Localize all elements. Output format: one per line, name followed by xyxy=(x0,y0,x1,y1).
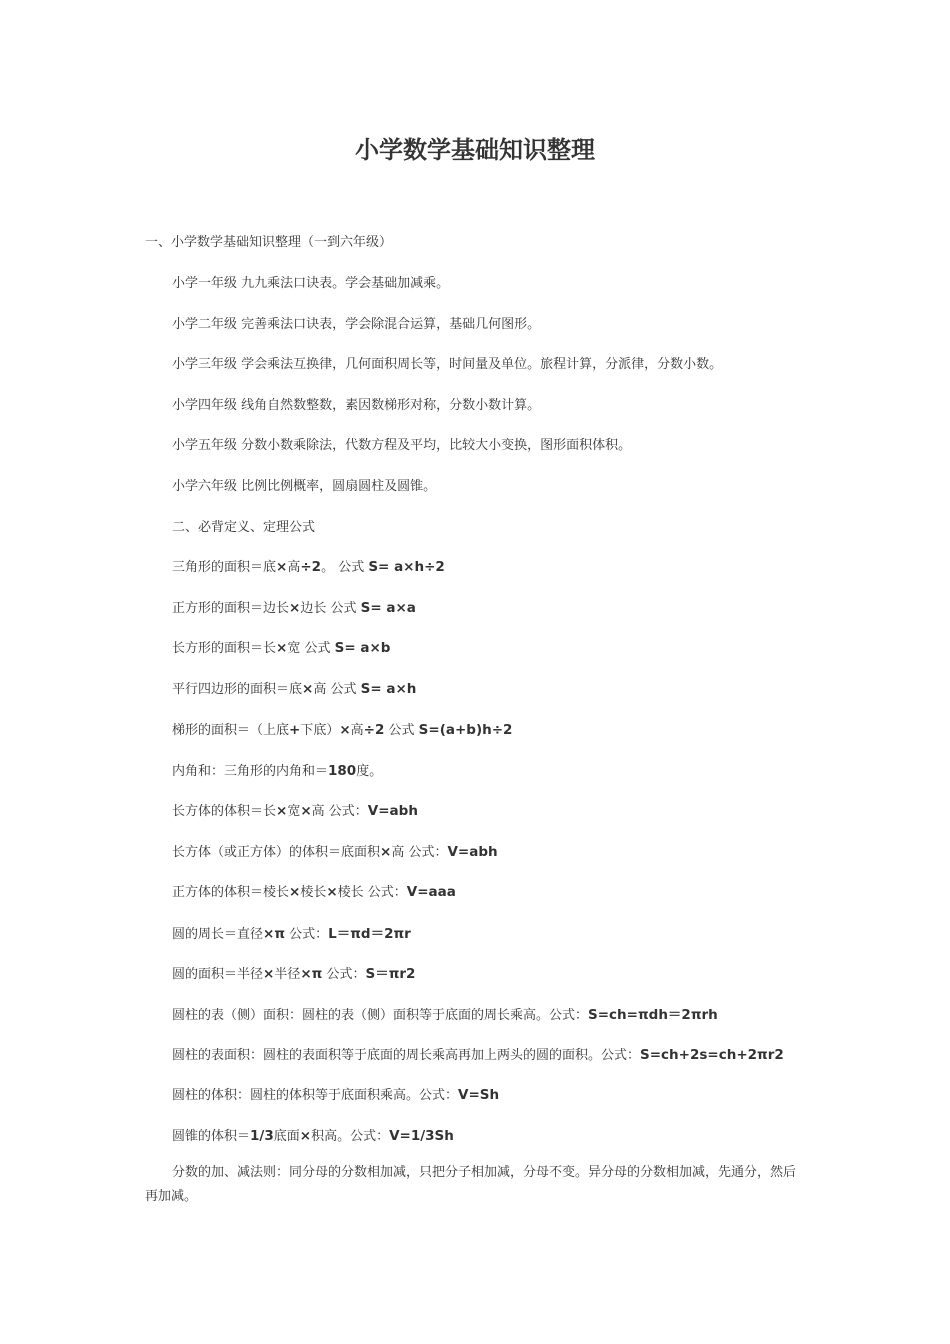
formula-cylinder-volume: 圆柱的体积：圆柱的体积等于底面积乘高。公式：V=Sh xyxy=(172,1087,500,1103)
page-title: 小学数学基础知识整理 xyxy=(355,135,595,164)
formula-prism-volume: 长方体（或正方体）的体积＝底面积×高 公式：V=abh xyxy=(172,844,498,860)
grade-line-2: 小学二年级 完善乘法口诀表，学会除混合运算，基础几何图形。 xyxy=(172,317,541,332)
grade-line-4: 小学四年级 线角自然数整数，素因数梯形对称，分数小数计算。 xyxy=(172,398,541,413)
formula-square-area: 正方形的面积＝边长×边长 公式 S= a×a xyxy=(172,600,416,616)
grade-line-1: 小学一年级 九九乘法口诀表。学会基础加减乘。 xyxy=(172,276,450,291)
grade-line-3: 小学三年级 学会乘法互换律，几何面积周长等，时间量及单位。旅程计算，分派律，分数小数。 xyxy=(172,357,723,372)
formula-cuboid-volume: 长方体的体积＝长×宽×高 公式：V=abh xyxy=(172,803,418,819)
formula-parallelogram-area: 平行四边形的面积＝底×高 公式 S= a×h xyxy=(172,681,417,697)
section-heading-2: 二、必背定义、定理公式 xyxy=(172,520,316,535)
grade-line-6: 小学六年级 比例比例概率，圆扇圆柱及圆锥。 xyxy=(172,479,437,494)
formula-trapezoid-area: 梯形的面积＝（上底+下底）×高÷2 公式 S=(a+b)h÷2 xyxy=(172,722,513,738)
formula-cylinder-surface-area: 圆柱的表面积：圆柱的表面积等于底面的周长乘高再加上两头的圆的面积。公式：S=ch+2s=ch+2πr2 xyxy=(172,1047,784,1063)
grade-line-5: 小学五年级 分数小数乘除法，代数方程及平均，比较大小变换，图形面积体积。 xyxy=(172,438,632,453)
formula-rectangle-area: 长方形的面积＝长×宽 公式 S= a×b xyxy=(172,640,391,656)
formula-circle-area: 圆的面积＝半径×半径×π 公式：S＝πr2 xyxy=(172,966,416,982)
formula-cube-volume: 正方体的体积＝棱长×棱长×棱长 公式：V=aaa xyxy=(172,884,456,900)
formula-triangle-angle-sum: 内角和：三角形的内角和＝180度。 xyxy=(172,763,383,779)
formula-cone-volume: 圆锥的体积＝1/3底面×积高。公式：V=1/3Sh xyxy=(172,1128,454,1144)
formula-cylinder-lateral-area: 圆柱的表（侧）面积：圆柱的表（侧）面积等于底面的周长乘高。公式：S=ch=πdh＝2πrh xyxy=(172,1007,718,1023)
formula-circle-circumference: 圆的周长＝直径×π 公式：L＝πd＝2πr xyxy=(172,926,411,942)
fraction-rule-paragraph: 分数的加、减法则：同分母的分数相加减，只把分子相加减，分母不变。异分母的分数相加减，先通分，然后再加减。 xyxy=(145,1165,797,1204)
formula-triangle-area: 三角形的面积＝底×高÷2。 公式 S= a×h÷2 xyxy=(172,559,445,575)
section-heading-1: 一、小学数学基础知识整理（一到六年级） xyxy=(145,235,393,250)
